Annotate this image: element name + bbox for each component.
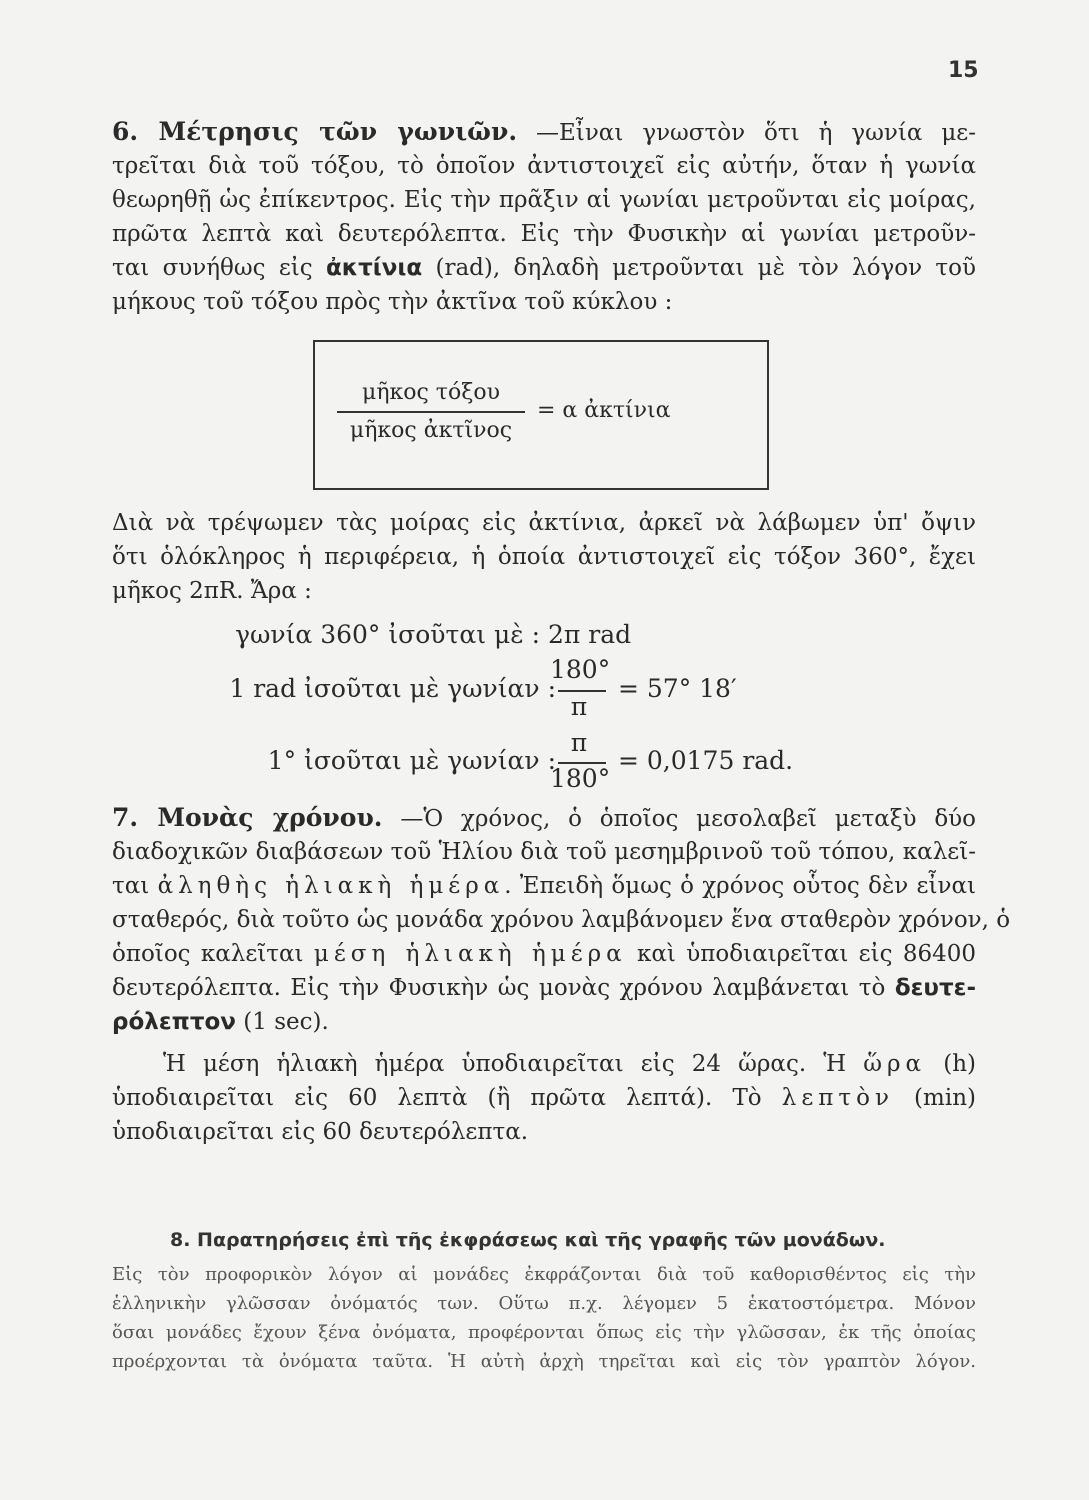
text-line [112, 151, 976, 181]
section-heading: 7. Μονὰς χρόνου. [112, 803, 383, 832]
text-run: ὅτι ὁλόκληρος ἡ περιφέρεια, ἡ ὁποία ἀντιστοιχεῖ εἰς τόξον 360°, ἔχει [112, 544, 976, 570]
text-run: . Ἐπειδὴ ὅμως ὁ χρόνος οὗτος δὲν εἶναι [504, 873, 977, 899]
text-line [112, 219, 976, 249]
text-line [112, 1262, 976, 1288]
eq2-denominator: π [570, 692, 588, 721]
spaced-term: ἀληθὴς ἡλιακὴ ἡμέρα [157, 873, 505, 899]
text-run: Εἰς τὸν προφορικὸν λόγον αἱ μονάδες ἐκφράζονται διὰ τοῦ καθορισθέντος εἰς τὴν [112, 1264, 976, 1285]
section-heading [170, 1227, 976, 1253]
text-line [112, 1083, 976, 1113]
text-line [112, 253, 976, 283]
eq3-numerator: π [570, 728, 588, 757]
text-run: διαδοχικῶν διαβάσεων τοῦ Ἡλίου διὰ τοῦ μεσημβρινοῦ τοῦ τόπου, καλεῖ- [112, 839, 976, 865]
text-line [112, 905, 1011, 935]
page-number: 15 [948, 58, 979, 83]
text-run: ὑποδιαιρεῖται εἰς 60 λεπτὰ (ἢ πρῶτα λεπτά). Τὸ [112, 1085, 782, 1111]
eq3-value: = 0,0175 rad. [618, 746, 794, 775]
text-run: θεωρηθῇ ὡς ἐπίκεντρος. Εἰς τὴν πρᾶξιν αἱ γωνίαι μετροῦνται εἰς μοίρας, [112, 187, 976, 213]
formula-numerator: μῆκος τόξου [362, 380, 500, 405]
spaced-term: μέση ἡλιακὴ ἡμέρα [313, 941, 627, 967]
text-line [112, 871, 976, 901]
text-run: ἑλληνικὴν γλῶσσαν ὀνόματός των. Οὕτω π.χ. λέγομεν 5 ἑκατοστόμετρα. Μόνον [112, 1293, 976, 1314]
formula-box [313, 340, 769, 490]
text-line [112, 1291, 976, 1317]
text-run: ὅσαι μονάδες ἔχουν ξένα ὀνόματα, προφέρονται ὅπως εἰς τὴν γλῶσσαν, ἐκ τῆς ὁποίας [112, 1322, 976, 1343]
text-run: ται [112, 873, 158, 899]
text-line [112, 1349, 976, 1375]
text-run: καὶ ὑποδιαιρεῖται εἰς 86400 [626, 941, 976, 967]
spaced-term: ὥρα [863, 1051, 927, 1077]
eq2-label: 1 rad ἰσοῦται μὲ γωνίαν : [229, 674, 556, 703]
formula-denominator: μῆκος ἀκτῖνος [349, 418, 513, 443]
text-line [112, 508, 976, 538]
eq1-label: γωνία 360° ἰσοῦται μὲ : [235, 620, 540, 649]
text-run: (min) [893, 1085, 976, 1111]
fraction-bar [337, 411, 525, 413]
text-run: μήκους τοῦ τόξου πρὸς τὴν ἀκτῖνα τοῦ κύκλου : [112, 289, 673, 315]
text-line [112, 973, 976, 1003]
text-run: —Εἶναι γνωστὸν ὅτι ἡ γωνία με- [517, 120, 976, 146]
text-run: ὑποδιαιρεῖται εἰς 60 δευτερόλεπτα. [112, 1119, 529, 1145]
eq3-denominator: 180° [550, 764, 611, 793]
text-run: (rad), δηλαδὴ μετροῦνται μὲ τὸν λόγον τοῦ [422, 255, 976, 281]
text-line [112, 1320, 976, 1346]
text-run: μῆκος 2πR. Ἄρα : [112, 578, 312, 604]
spaced-term: λεπτὸν [781, 1085, 894, 1111]
text-run: προέρχονται τὰ ὀνόματα ταῦτα. Ἡ αὐτὴ ἀρχὴ τηρεῖται καὶ εἰς τὸν γραπτὸν λόγον. [112, 1351, 976, 1372]
bold-term: ρόλεπτον [112, 1009, 236, 1035]
text-run: τρεῖται διὰ τοῦ τόξου, τὸ ὁποῖον ἀντιστοιχεῖ εἰς αὐτήν, ὅταν ἡ γωνία [112, 153, 976, 179]
text-line [112, 576, 976, 606]
text-line [112, 287, 976, 317]
text-line [112, 1117, 976, 1147]
text-line [163, 1049, 976, 1079]
text-line [112, 803, 976, 834]
text-run: (h) [926, 1051, 976, 1077]
text-run: (1 sec). [235, 1009, 329, 1035]
text-line [112, 185, 976, 215]
text-run: ὁποῖος καλεῖται [112, 941, 314, 967]
eq3-label: 1° ἰσοῦται μὲ γωνίαν : [267, 746, 556, 775]
text-run: ται συνήθως εἰς [112, 255, 326, 281]
section-heading: 6. Μέτρησις τῶν γωνιῶν. [112, 117, 518, 146]
text-run: σταθερός, διὰ τοῦτο ὡς μονάδα χρόνου λαμβάνομεν ἕνα σταθερὸν χρόνον, ὁ [112, 907, 1011, 933]
text-run: πρῶτα λεπτὰ καὶ δευτερόλεπτα. Εἰς τὴν Φυσικὴν αἱ γωνίαι μετροῦν- [112, 221, 976, 247]
text-run: δευτερόλεπτα. Εἰς τὴν Φυσικὴν ὡς μονὰς χρόνου λαμβάνεται τὸ [112, 975, 895, 1001]
bold-term: ἀκτίνια [325, 255, 423, 281]
text-line [112, 117, 976, 148]
text-run: —Ὁ χρόνος, ὁ ὁποῖος μεσολαβεῖ μεταξὺ δύο [382, 806, 976, 832]
text-line [112, 837, 976, 867]
text-run: Διὰ νὰ τρέψωμεν τὰς μοίρας εἰς ἀκτίνια, ἀρκεῖ νὰ λάβωμεν ὑπ' ὄψιν [112, 510, 976, 536]
bold-term: δευτε- [894, 975, 976, 1001]
text-line [112, 542, 976, 572]
text-line [112, 939, 976, 969]
text-line [112, 1007, 976, 1037]
eq2-numerator: 180° [550, 655, 611, 684]
eq2-value: = 57° 18′ [618, 674, 737, 703]
formula-result: = α ἀκτίνια [537, 398, 671, 423]
text-run: 8. Παρατηρήσεις ἐπὶ τῆς ἐκφράσεως καὶ τῆς γραφῆς τῶν μονάδων. [170, 1229, 886, 1251]
eq1-value: 2π rad [548, 620, 632, 649]
text-run: Ἡ μέση ἡλιακὴ ἡμέρα ὑποδιαιρεῖται εἰς 24 ὥρας. Ἡ [163, 1051, 864, 1077]
